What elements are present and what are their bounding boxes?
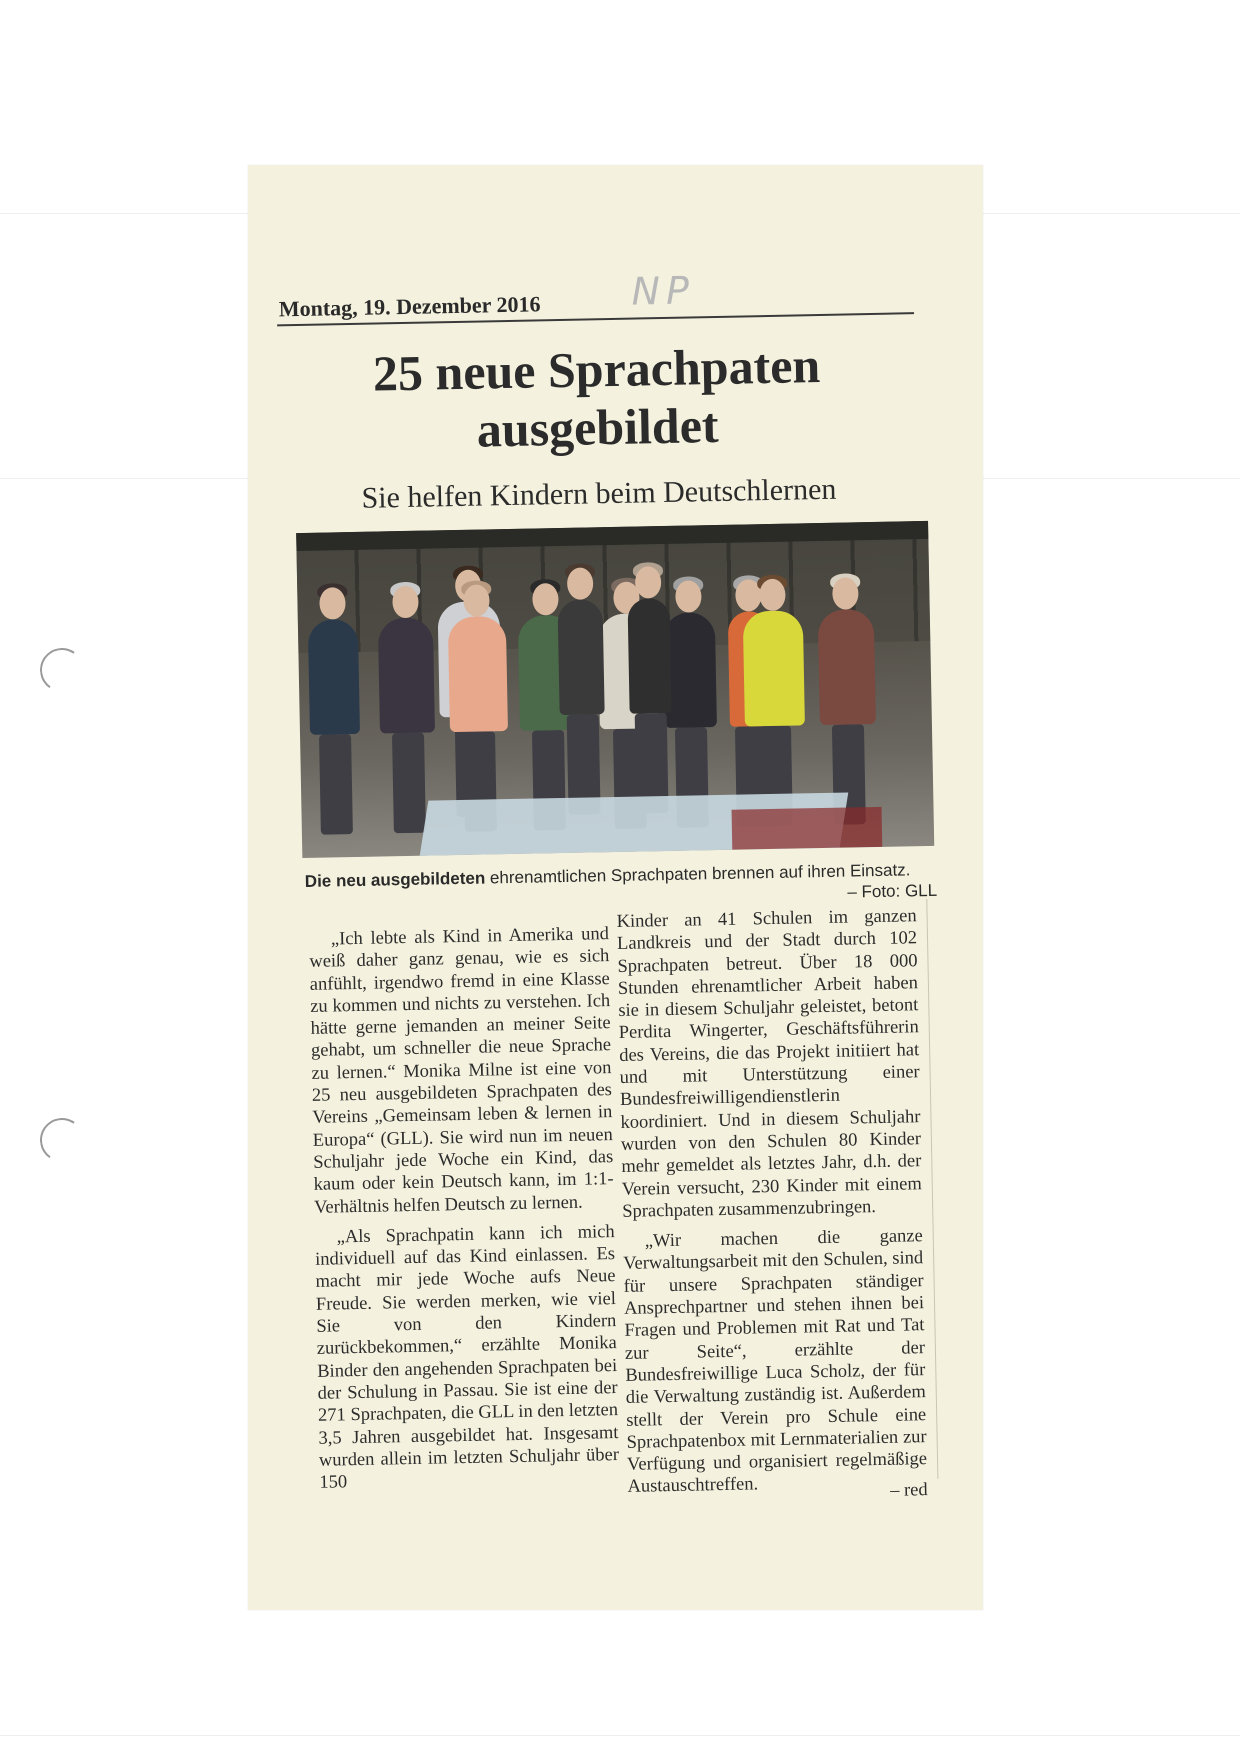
headline [278,334,917,462]
photo-person-head [759,579,786,611]
photo-person-head [832,577,859,609]
newspaper-clipping [248,165,983,1610]
photo-person-head [566,567,593,599]
photo-person-head [392,586,419,618]
caption-bold: Die neu ausgebildeten [304,868,486,891]
photo-person-body [378,617,435,733]
photo-person-head [675,580,702,612]
handwritten-note: NP [631,268,696,314]
clipping-content [234,158,997,1617]
photo-person-legs [319,734,353,835]
photo-person-body [743,610,805,726]
scan-edge-bottom [0,1735,1240,1736]
headline-line-2: ausgebildet [476,396,720,458]
punch-hole-top [37,645,88,696]
punch-hole-bottom [37,1115,88,1166]
paragraph: Kinder an 41 Schulen im ganzen Landkreis und der Stadt durch 102 Sprachpaten betreut. Über 18 000 Stunden ehrenamtlicher Arbeit haben sie in diesem Schuljahr geleistet, betont Perdita Wingerter, Geschäftsführerin des Vereins, die das Projekt initiiert hat und mit Unterstützung einer Bundesfreiwilligendienstlerin koordiniert. Und in diesem Schuljahr wurden von den Schulen 80 Kinder mehr gemeldet als letztes Jahr, d.h. der Verein versucht, 230 Kinder mit einem Sprachpaten zusammenzubringen. [616,906,922,1222]
photo-person [307,587,362,858]
photo-person-head [635,566,662,598]
paragraph: „Ich lebte als Kind in Amerika und weiß daher ganz genau, wie es sich anfühlt, irgendwo fremd in eine Klasse zu kommen und nichts zu verstehen. Ich hätte gerne jemanden an meiner Seite gehabt, um schneller die neue Sprache zu lernen.“ Monika Milne ist eine von 25 neu ausgebildeten Sprachpaten des Vereins „Gemeinsam leben & lernen in Europa“ (GLL). Sie wird nun im neuen Schuljahr jede Woche ein Kind, das kaum oder kein Deutsch kann, im 1:1-Verhältnis helfen Deutsch zu lernen. [309,924,614,1218]
paragraph: „Als Sprachpatin kann ich mich individuell auf das Kind einlassen. Es macht mir jede Woche aufs Neue Freude. Sie werden merken, wie viel Sie von den Kindern zurückbekommen,“ erzählte Monika Binder den angehenden Sprachpaten bei der Schulung in Passau. Sie ist eine der 271 Sprachpaten, die GLL in den letzten 3,5 Jahren ausgebildet hat. Insgesamt wurden allein im letzten Schuljahr über 150 [314,1221,620,1493]
headline-line-1: 25 neue Sprachpaten [372,336,821,402]
photo-person-legs [391,733,425,834]
author-signature: – red [889,1479,928,1501]
photo-caption [304,859,938,902]
photo-floor-mat [732,807,883,850]
photo-person-body [448,616,508,732]
article-column-right [616,905,927,1507]
paragraph: „Wir machen die ganze Verwaltungsarbeit mit den Schulen, sind für unsere Sprachpaten ständiger Ansprechpartner und stehen ihnen bei Fragen und Problemen mit Rat und Tat zur Seite“, erzählte der Bundesfreiwillige Luca Scholz, der für die Verwaltung zuständig ist. Außerdem stellt der Verein pro Schule eine Sprachpatenbox mit Lernmaterialien zur Verfügung und organisiert regelmäßige Austauschtreffen. [623,1226,928,1498]
photo-person-head [532,583,559,615]
subheadline: Sie helfen Kindern beim Deutschlernen [361,472,837,515]
article-date: Montag, 19. Dezember 2016 [278,291,541,322]
photo-person-head [463,584,490,616]
article-column-left [309,923,620,1502]
caption-text: ehrenamtlichen Sprachpaten brennen auf ihren Einsatz. [485,860,911,888]
photo-credit: – Foto: GLL [847,880,938,902]
photo-person-head [319,587,346,619]
photo-person-body [308,619,360,735]
column-divider [926,899,938,1479]
photo-person-body [627,598,671,714]
photo-person-body [557,599,604,715]
photo-person-body [818,609,876,725]
group-photo [296,521,934,858]
